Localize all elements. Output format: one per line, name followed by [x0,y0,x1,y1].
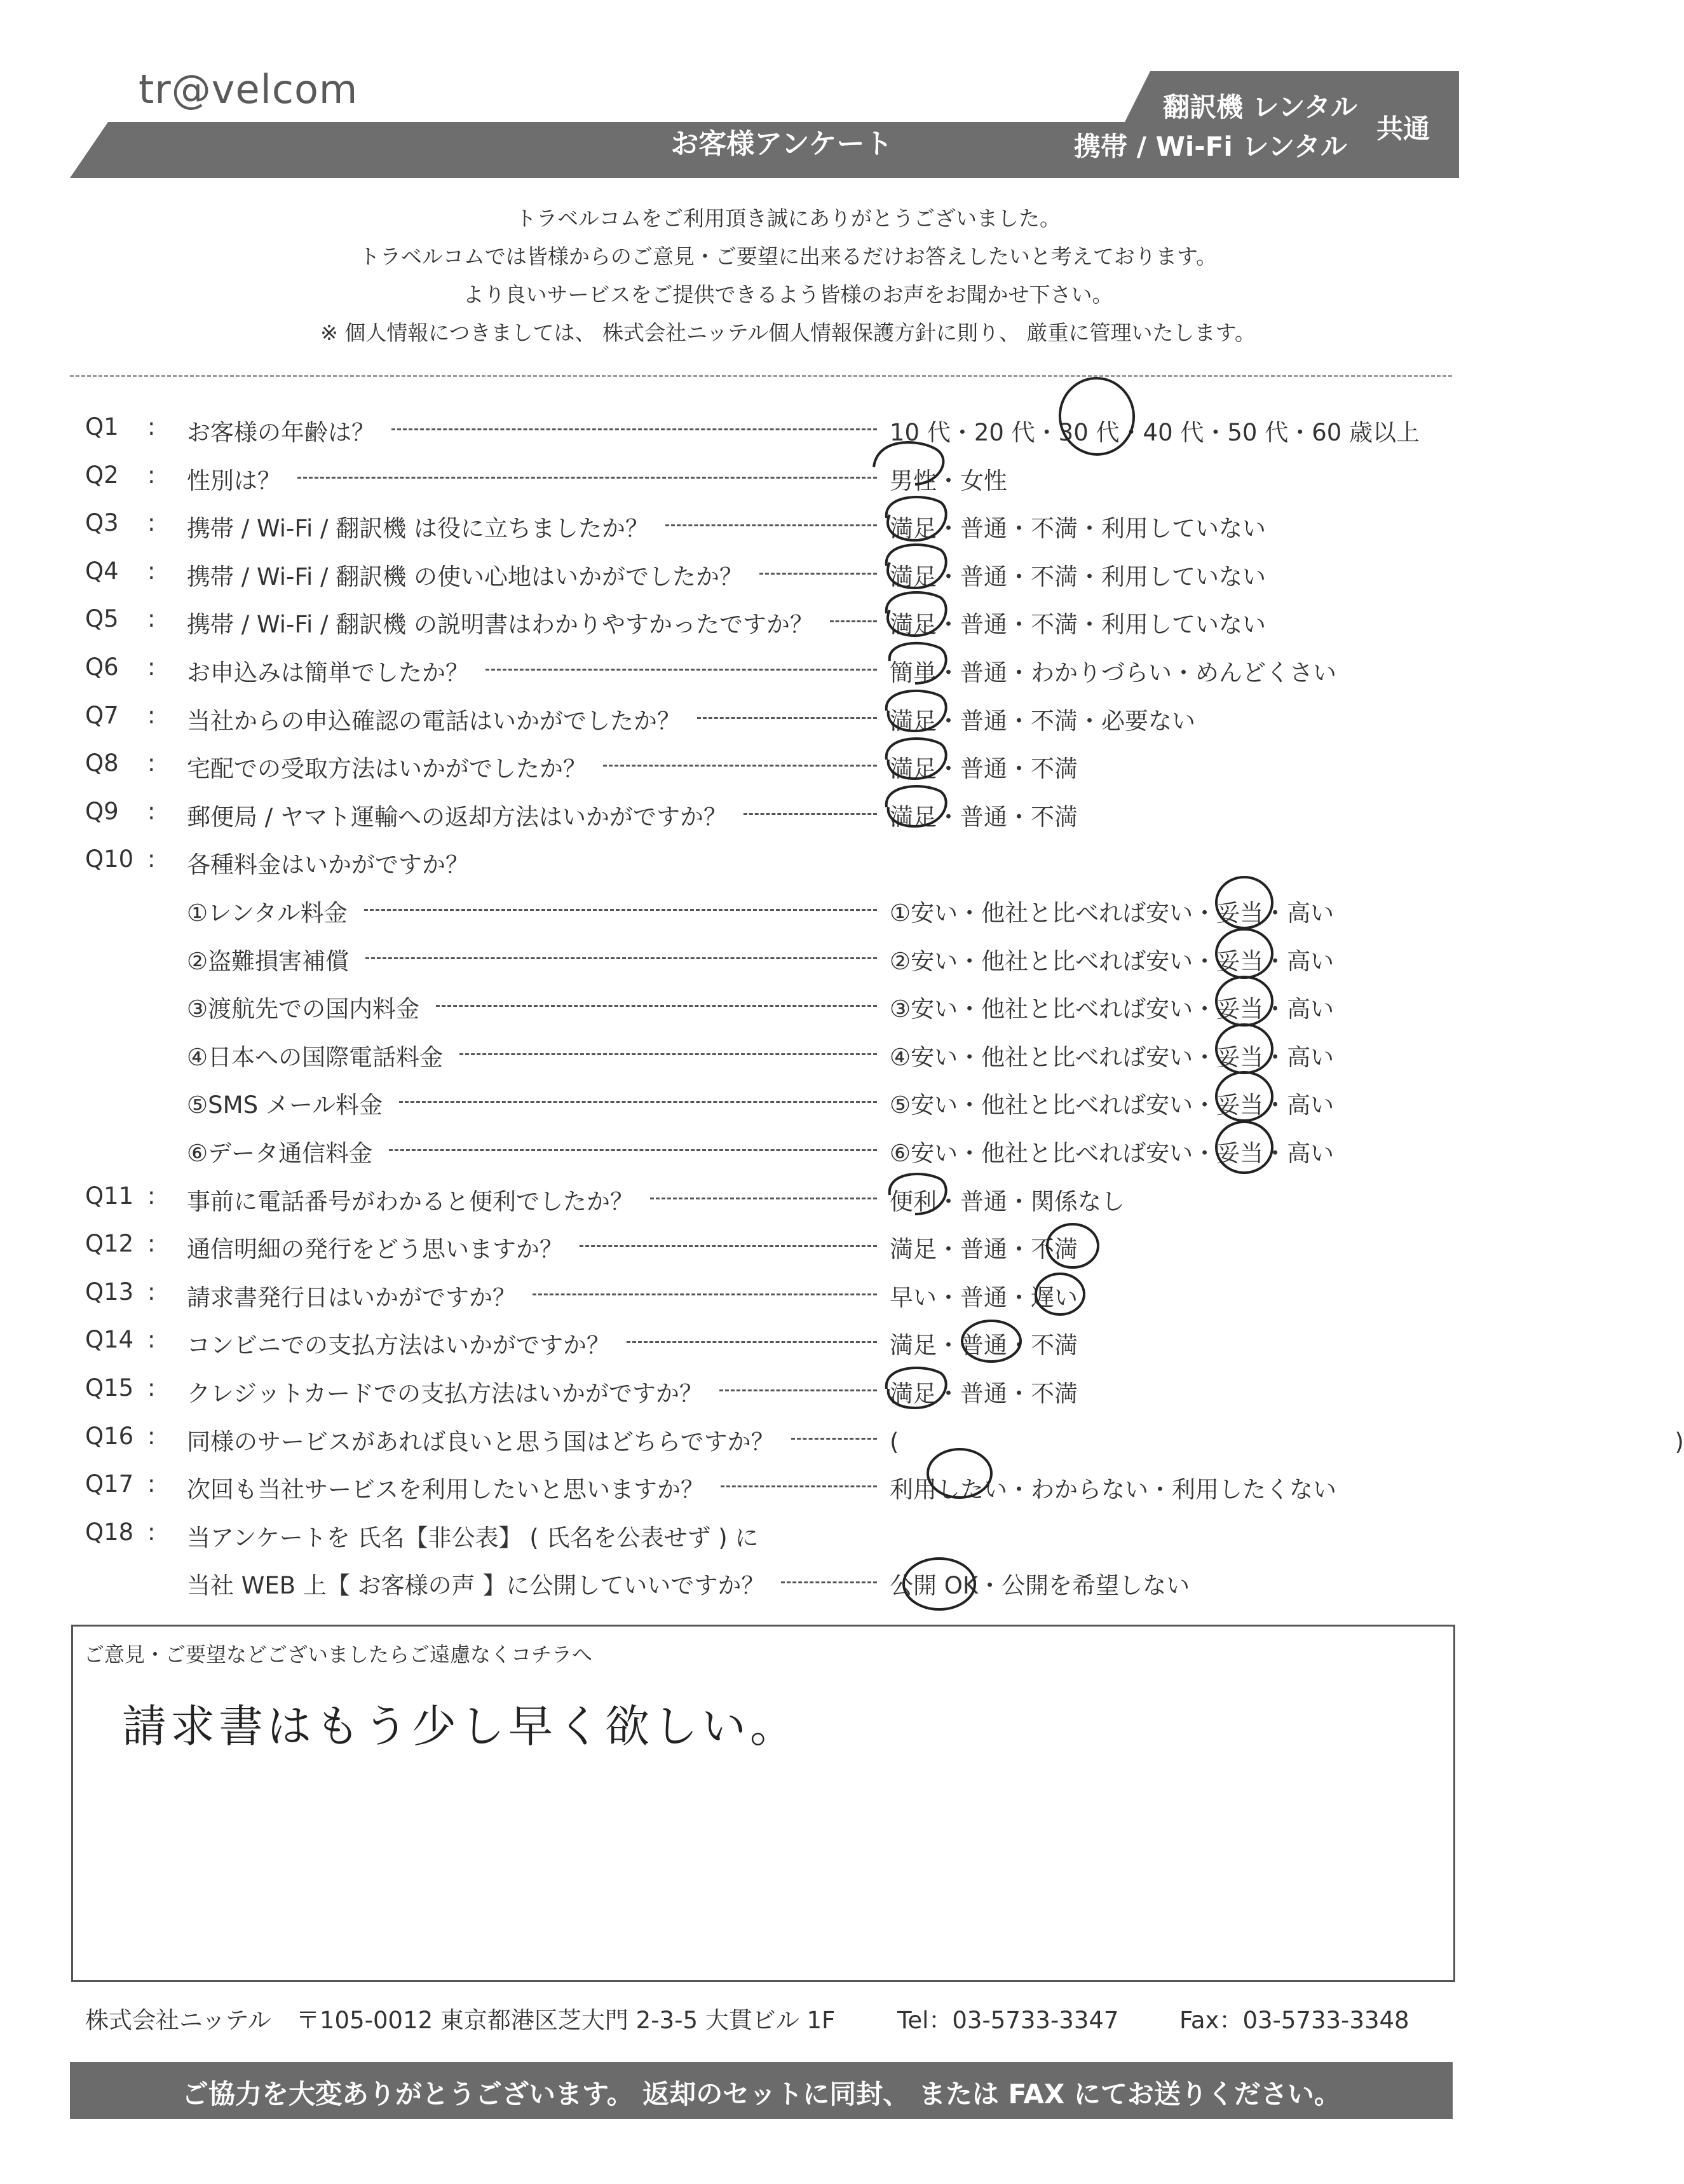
question-colon: : [147,1230,156,1258]
leader-line [665,524,877,526]
question-row [0,413,1576,461]
answer-options[interactable]: 利用したい・わからない・利用したくない [890,1476,1336,1504]
question-row [0,1519,1576,1567]
question-colon: : [147,845,156,873]
question-colon: : [147,1326,156,1354]
question-row [0,1134,1576,1182]
question-number: Q14 [85,1326,134,1354]
leader-line [533,1293,877,1295]
answer-options[interactable]: 男性・女性 [890,467,1007,495]
question-text: ③渡航先での国内料金 [187,995,420,1023]
leader-line [781,1581,877,1583]
question-row [0,1086,1576,1134]
question-colon: : [147,653,156,681]
comment-label: ご意見・ご要望などございましたらご遠慮なくコチラへ [84,1642,593,1667]
question-number: Q9 [85,797,119,825]
question-row [0,702,1576,750]
question-text: ②盗難損害補償 [187,947,350,975]
leader-line [719,1389,877,1391]
leader-line [389,1149,877,1151]
question-text: ④日本への国際電話料金 [187,1043,444,1071]
footer-tel: Tel：03-5733-3347 [897,2007,1119,2034]
question-row [0,1038,1576,1086]
question-text: 当社からの申込確認の電話はいかがでしたか？ [187,707,681,735]
footer-fax: Fax：03-5733-3348 [1179,2007,1409,2034]
leader-line [399,1101,877,1103]
question-number: Q17 [85,1470,134,1498]
question-colon: : [147,701,156,729]
question-colon: : [147,557,156,585]
question-row [0,845,1576,894]
question-row [0,1422,1684,1471]
question-row [0,1326,1576,1374]
question-text: 携帯 / Wi-Fi / 翻訳機 の説明書はわかりやすかったですか？ [187,611,814,639]
question-number: Q2 [85,461,119,489]
leader-line [830,620,877,622]
answer-options[interactable]: 満足・普通・不満 [890,1332,1078,1360]
leader-line [297,477,877,479]
question-text: 事前に電話番号がわかると便利でしたか？ [187,1187,634,1215]
question-text: クレジットカードでの支払方法はいかがですか？ [187,1380,703,1407]
leader-line [791,1438,877,1440]
intro-line-2: トラベルコムでは皆様からのご意見・ご要望に出来るだけお答えしたいと考えております。 [358,244,1218,269]
question-text: 郵便局 / ヤマト運輸への返却方法はいかがですか？ [187,803,727,831]
question-colon: : [147,605,156,633]
question-text: お客様の年齢は？ [187,419,375,446]
leader-line [650,1198,877,1199]
badge-common: 共通 [1376,113,1430,144]
question-colon: : [147,1470,156,1498]
question-colon: : [147,413,156,440]
answer-options[interactable]: 公開 OK・公開を希望しない [890,1572,1190,1600]
question-text: ⑤SMS メール料金 [187,1091,383,1119]
question-text: 携帯 / Wi-Fi / 翻訳機 の使い心地はいかがでしたか？ [187,563,744,590]
question-number: Q13 [85,1278,134,1306]
question-number: Q6 [85,653,119,681]
question-text: ①レンタル料金 [187,899,348,927]
question-text: コンビニでの支払方法はいかがですか？ [187,1332,610,1360]
question-colon: : [147,1422,156,1450]
survey-title: お客様アンケート [670,128,893,160]
privacy-note: ※ 個人情報につきましては、 株式会社ニッテル個人情報保護方針に則り、 厳重に管理いたします。 [320,320,1256,345]
answer-options[interactable]: 簡単・普通・わかりづらい・めんどくさい [890,659,1336,686]
question-text: 当アンケートを 氏名【非公表】 ( 氏名を公表せず ) に [187,1524,759,1552]
question-number: Q4 [85,557,119,585]
question-number: Q16 [85,1422,134,1450]
leader-line [744,813,877,815]
question-text: 宅配での受取方法はいかがでしたか？ [187,755,587,783]
answer-options[interactable]: 満足・普通・不満 [890,803,1078,831]
leader-line [580,1245,877,1247]
question-row [0,1182,1576,1231]
question-row [0,990,1576,1038]
question-colon: : [147,1182,156,1210]
answer-options[interactable]: 満足・普通・不満 [890,1380,1078,1407]
answer-options[interactable]: 満足・普通・不満・利用していない [890,611,1266,639]
question-text: 請求書発行日はいかがですか？ [187,1283,516,1311]
leader-line [486,669,877,671]
question-text: お申込みは簡単でしたか？ [187,659,469,686]
question-text: ⑥データ通信料金 [187,1140,373,1167]
question-number: Q15 [85,1374,134,1402]
answer-options[interactable]: ③安い・他社と比べれば安い・妥当・高い [890,995,1334,1023]
answer-options[interactable]: 満足・普通・不満・利用していない [890,515,1266,543]
question-number: Q1 [85,413,119,440]
answer-options[interactable]: ②安い・他社と比べれば安い・妥当・高い [890,947,1334,975]
question-text: 性別は？ [187,467,281,495]
answer-options[interactable]: 早い・普通・遅い [890,1283,1078,1311]
answer-options[interactable]: 満足・普通・不満・利用していない [890,563,1266,590]
question-colon: : [147,749,156,777]
badge-translator-rental: 翻訳機 レンタル [1163,92,1357,123]
question-colon: : [147,1374,156,1402]
question-text: 当社 WEB 上【 お客様の声 】に公開していいですか？ [187,1572,765,1600]
travelcom-logo: tr@velcom [139,66,358,113]
question-number: Q3 [85,509,119,537]
leader-line [603,765,877,767]
question-text: 各種料金はいかがですか？ [187,851,469,879]
question-row [0,749,1576,798]
answer-options[interactable]: ⑥安い・他社と比べれば安い・妥当・高い [890,1140,1334,1167]
question-number: Q7 [85,701,119,729]
intro-line-1: トラベルコムをご利用頂き誠にありがとうございました。 [515,206,1061,231]
question-row [0,653,1576,702]
question-colon: : [147,1278,156,1306]
question-colon: : [147,797,156,825]
question-row [0,1566,1576,1614]
question-row [0,509,1576,557]
answer-options[interactable]: ( ) [890,1428,1684,1456]
answer-options[interactable]: 便利・普通・関係なし [890,1187,1125,1215]
question-number: Q12 [85,1230,134,1258]
question-number: Q10 [85,845,134,873]
leader-line [436,1005,877,1007]
divider [70,375,1452,377]
question-number: Q5 [85,605,119,633]
answer-options[interactable]: 10 代・20 代・30 代・40 代・50 代・60 歳以上 [890,419,1420,446]
leader-line [627,1341,877,1343]
intro-line-3: より良いサービスをご提供できるよう皆様のお声をお聞かせ下さい。 [463,282,1113,307]
footer-address: 〒105-0012 東京都港区芝大門 2-3-5 大貫ビル 1F [296,2007,836,2034]
leader-line [365,957,877,959]
question-row [0,605,1576,653]
question-row [0,942,1576,990]
question-row [0,557,1576,606]
leader-line [391,428,877,430]
question-row [0,798,1576,846]
answer-options[interactable]: ⑤安い・他社と比べれば安い・妥当・高い [890,1091,1334,1119]
answer-options[interactable]: 満足・普通・不満 [890,1236,1078,1264]
question-row [0,1374,1576,1423]
comment-box [71,1625,1455,1982]
answer-options[interactable]: ①安い・他社と比べれば安い・妥当・高い [890,899,1334,927]
answer-options[interactable]: 満足・普通・不満 [890,755,1078,783]
question-number: Q8 [85,749,119,777]
question-number: Q11 [85,1182,134,1210]
question-colon: : [147,1518,156,1546]
question-colon: : [147,509,156,537]
question-text: 次回も当社サービスを利用したいと思いますか？ [187,1476,704,1504]
question-number: Q18 [85,1518,134,1546]
leader-line [759,573,877,575]
leader-line [697,717,877,719]
question-colon: : [147,461,156,489]
question-text: 携帯 / Wi-Fi / 翻訳機 は役に立ちましたか？ [187,515,649,543]
badge-mobile-wifi-rental: 携帯 / Wi-Fi レンタル [1074,131,1347,162]
question-row [0,1470,1576,1519]
leader-line [459,1053,877,1055]
question-row [0,461,1576,510]
question-row [0,1230,1576,1278]
question-text: 同様のサービスがあれば良いと思う国はどちらですか？ [187,1428,775,1456]
question-row [0,1278,1576,1327]
footer-company: 株式会社ニッテル [85,2007,271,2034]
bottom-banner-text: ご協力を大変ありがとうございます。 返却のセットに同封、 または FAX にてお送りください。 [182,2078,1341,2110]
handwritten-comment: 請求書はもう少し早く欲しい。 [122,1700,798,1752]
question-text: 通信明細の発行をどう思いますか？ [187,1236,563,1264]
leader-line [721,1485,877,1487]
question-row [0,894,1576,942]
answer-options[interactable]: ④安い・他社と比べれば安い・妥当・高い [890,1043,1334,1071]
answer-options[interactable]: 満足・普通・不満・必要ない [890,707,1195,735]
leader-line [364,909,877,911]
